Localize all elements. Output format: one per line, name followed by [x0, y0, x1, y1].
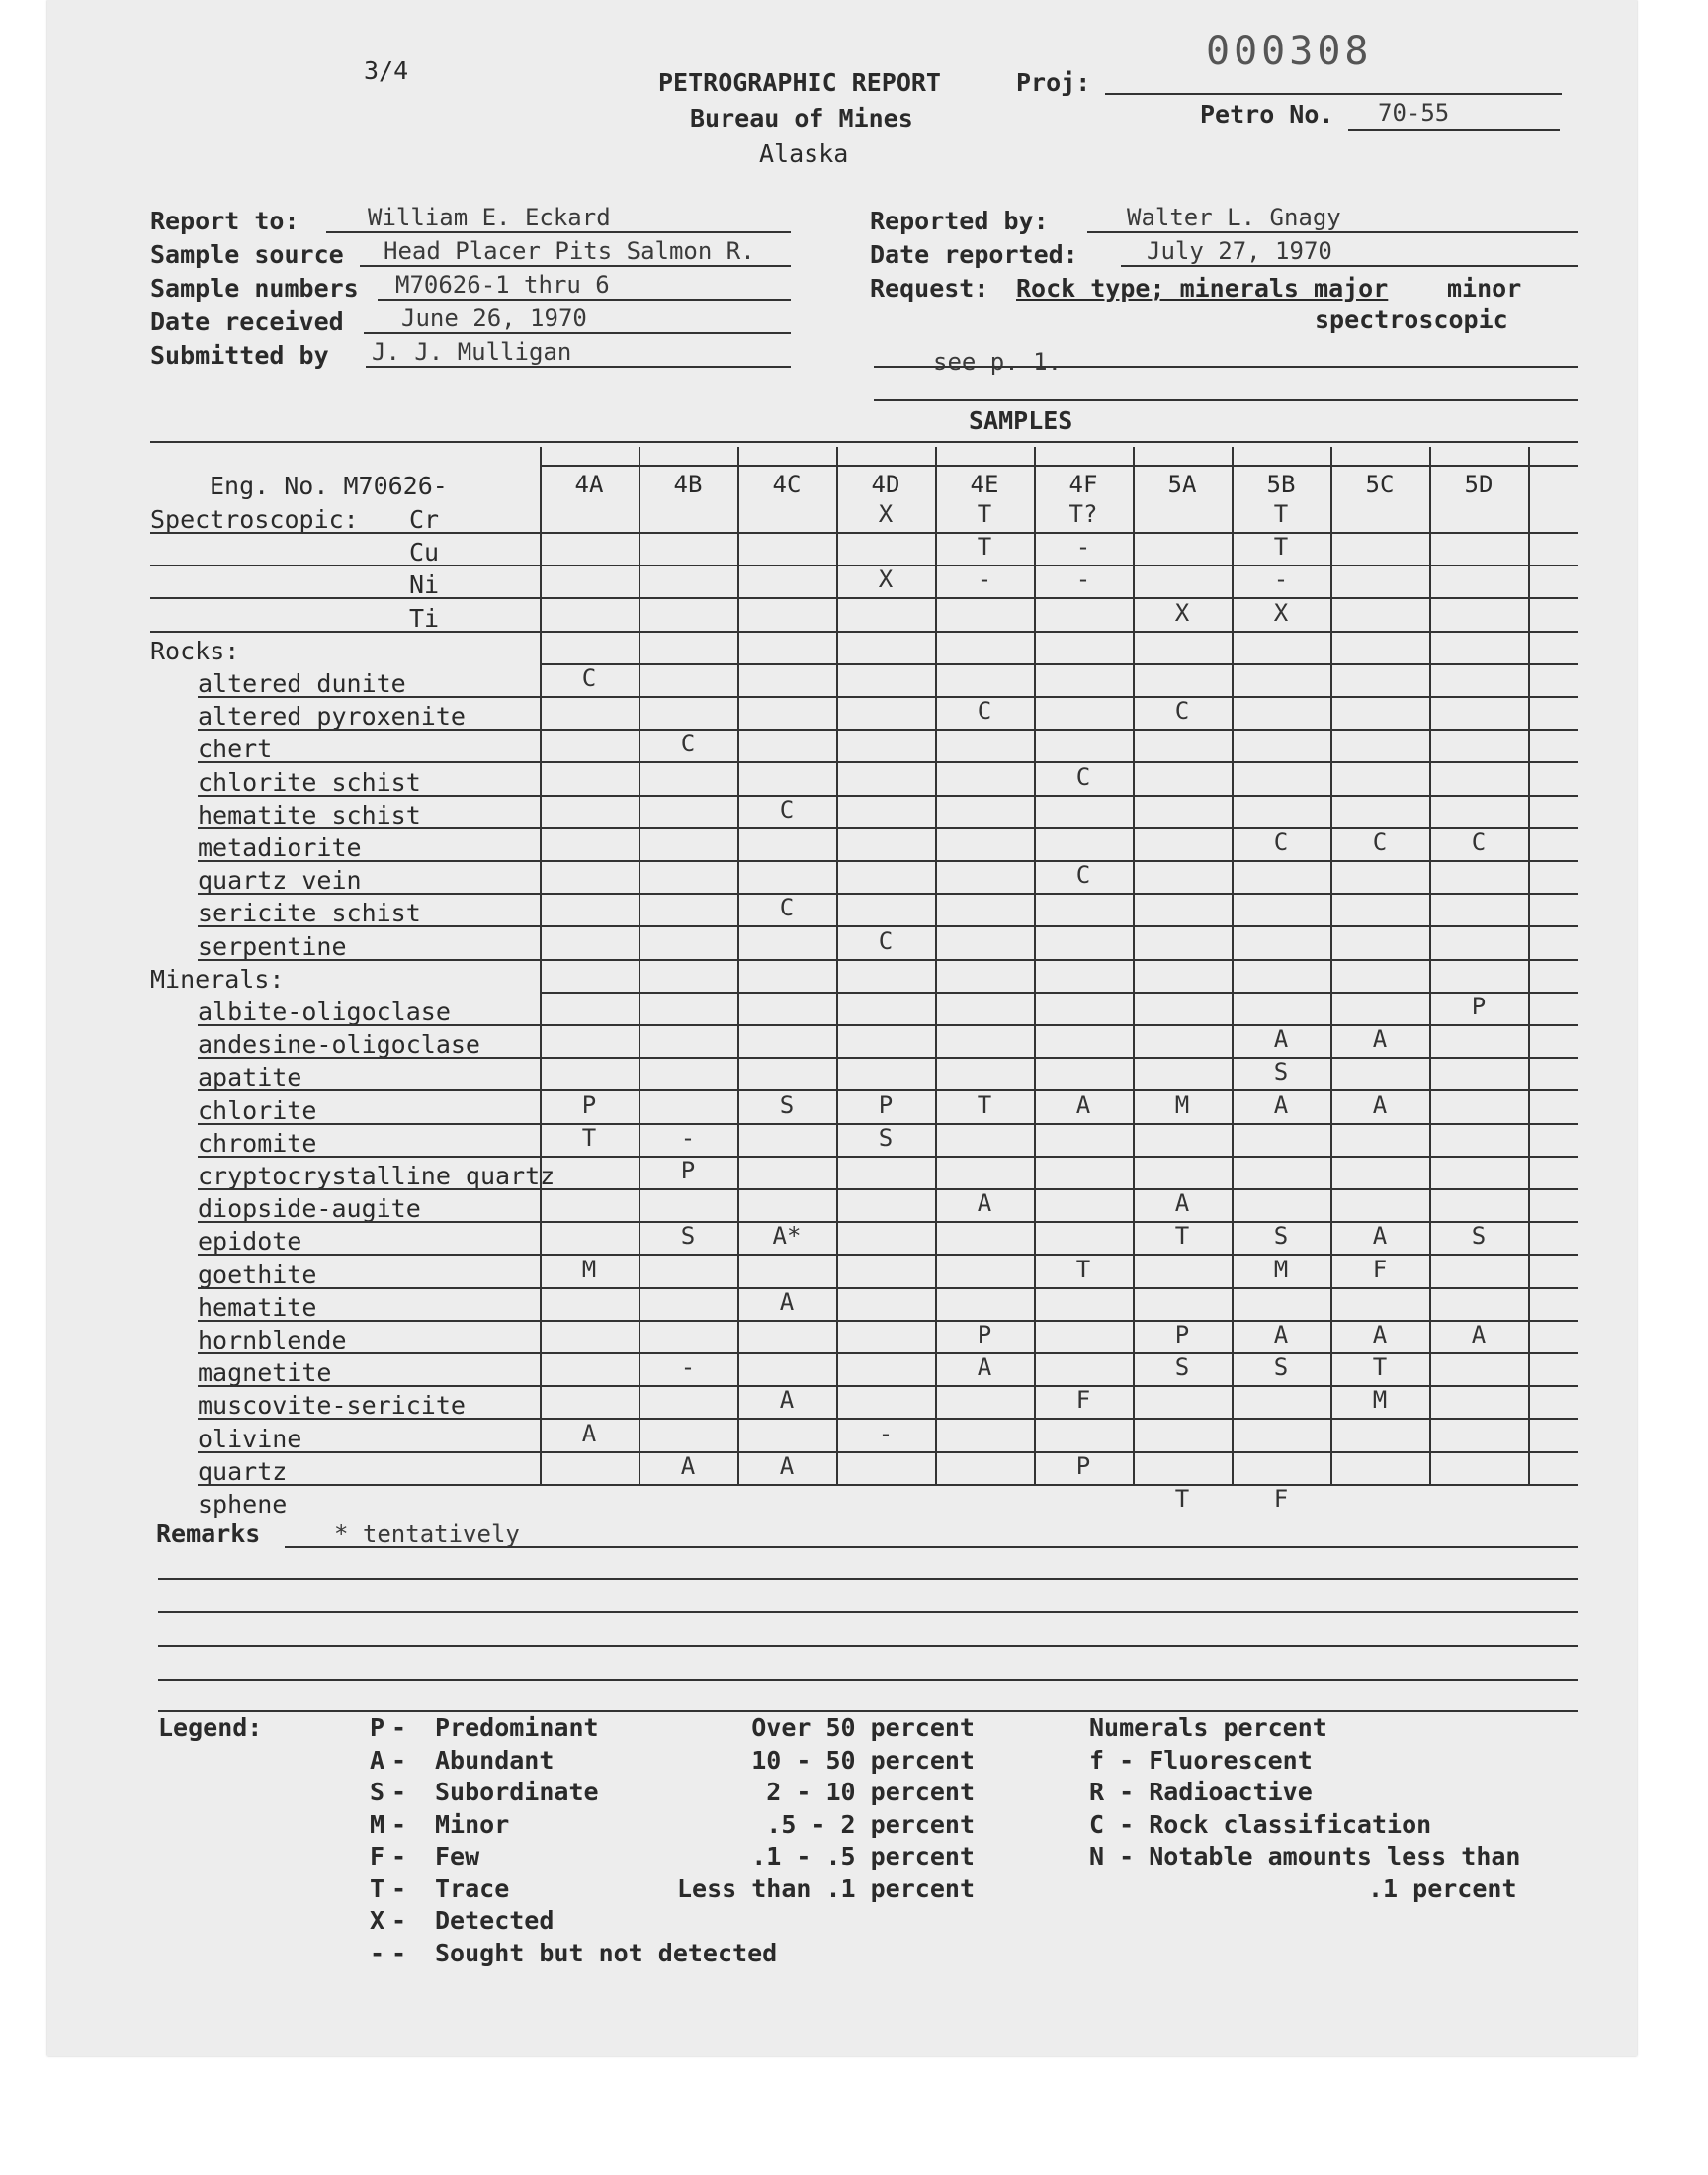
table-cell: S	[779, 1091, 795, 1119]
row-label: andesine-oligoclase	[198, 1030, 480, 1059]
table-cell: T	[977, 500, 992, 528]
report-page	[47, 0, 1637, 2056]
petro-label: Petro No.	[1200, 100, 1334, 129]
column-header: 5D	[1464, 471, 1494, 498]
legend-meaning: Few	[435, 1842, 480, 1870]
table-cell: C	[1372, 828, 1388, 856]
column-header: 4A	[574, 471, 604, 498]
table-cell: A	[1372, 1321, 1388, 1348]
table-cell: C	[1075, 861, 1091, 889]
column-rule	[737, 447, 739, 1485]
legend-range: Over 50 percent	[751, 1713, 975, 1742]
row-label: serpentine	[198, 932, 347, 961]
row-rule	[198, 1188, 1578, 1190]
column-rule	[1528, 447, 1530, 1485]
row-rule	[198, 1451, 1578, 1453]
table-cell: F	[1273, 1485, 1289, 1513]
table-cell: X	[1174, 599, 1190, 627]
row-label: magnetite	[198, 1358, 332, 1387]
column-header: 4D	[871, 471, 900, 498]
row-label: hematite	[198, 1293, 317, 1322]
row-label: epidote	[198, 1227, 302, 1256]
table-cell: S	[1273, 1222, 1289, 1250]
row-rule	[198, 1484, 1578, 1486]
table-cell: M	[1174, 1091, 1190, 1119]
table-cell: T	[1075, 1256, 1091, 1283]
row-rule	[198, 795, 1578, 797]
table-cell: A	[1273, 1091, 1289, 1119]
table-cell: A	[680, 1452, 696, 1480]
info-label: Submitted by	[150, 341, 329, 370]
legend-code: A	[370, 1746, 385, 1775]
request-value: Rock type; minerals major	[1016, 274, 1389, 303]
table-cell: T	[581, 1124, 597, 1152]
samples-label: SAMPLES	[969, 406, 1073, 435]
table-cell: C	[680, 730, 696, 757]
column-header: 4C	[772, 471, 802, 498]
remarks-line-5	[158, 1679, 1578, 1681]
legend-dash: -	[391, 1906, 407, 1935]
remarks-line-2	[158, 1578, 1578, 1580]
table-cell: -	[1075, 566, 1091, 593]
info-underline	[378, 299, 791, 301]
table-cell: P	[1174, 1321, 1190, 1348]
table-cell: A	[1273, 1025, 1289, 1053]
table-cell: T	[977, 1091, 992, 1119]
row-rule	[198, 1287, 1578, 1289]
info-value: Head Placer Pits Salmon R.	[384, 237, 755, 265]
reported-by-underline	[1087, 231, 1578, 233]
legend-range: 2 - 10 percent	[766, 1778, 975, 1806]
column-rule	[836, 447, 838, 1485]
legend-range: 10 - 50 percent	[751, 1746, 975, 1775]
table-cell: A	[779, 1386, 795, 1414]
info-underline	[364, 332, 791, 334]
legend-range: .5 - 2 percent	[766, 1810, 975, 1839]
legend-meaning: Trace	[435, 1874, 510, 1903]
table-cell: S	[1471, 1222, 1487, 1250]
table-cell: C	[878, 927, 894, 955]
info-label: Date received	[150, 307, 344, 336]
legend-note: C - Rock classification	[1089, 1810, 1432, 1839]
remarks-line-4	[158, 1645, 1578, 1647]
legend-meaning: Detected	[435, 1906, 555, 1935]
table-cell: C	[1174, 697, 1190, 725]
table-cell: T	[1273, 533, 1289, 561]
row-rule	[198, 959, 1578, 961]
column-rule	[1330, 447, 1332, 1485]
request-extra: minor	[1447, 274, 1522, 303]
legend-range: Less than .1 percent	[676, 1874, 975, 1903]
row-rule	[540, 663, 1578, 665]
table-cell: P	[1075, 1452, 1091, 1480]
table-cell: A*	[772, 1222, 802, 1250]
legend-code: F	[370, 1842, 385, 1870]
request-line2: spectroscopic	[1315, 305, 1508, 334]
row-rule	[150, 532, 1578, 534]
proj-value: 000308	[1206, 29, 1373, 74]
row-label: altered pyroxenite	[198, 702, 466, 731]
legend-note: Numerals percent	[1089, 1713, 1327, 1742]
table-cell: A	[977, 1353, 992, 1381]
table-cell: A	[779, 1288, 795, 1316]
table-cell: P	[977, 1321, 992, 1348]
spectro-element: Ni	[409, 570, 440, 599]
table-cell: -	[977, 566, 992, 593]
legend-dash: -	[391, 1874, 407, 1903]
row-label: hematite schist	[198, 801, 421, 829]
table-cell: C	[581, 664, 597, 692]
table-cell: M	[1372, 1386, 1388, 1414]
reported-by-label: Reported by:	[870, 207, 1049, 235]
info-label: Report to:	[150, 207, 299, 235]
legend-dash: -	[391, 1810, 407, 1839]
legend-dash: -	[391, 1746, 407, 1775]
row-label: sericite schist	[198, 899, 421, 927]
table-cell: S	[1273, 1353, 1289, 1381]
info-label: Sample source	[150, 240, 344, 269]
column-header: 5A	[1167, 471, 1197, 498]
row-label: quartz vein	[198, 866, 362, 895]
row-label: chlorite schist	[198, 768, 421, 797]
legend-meaning: Sought but not detected	[435, 1939, 778, 1967]
table-cell: S	[1174, 1353, 1190, 1381]
remarks-line-6	[158, 1710, 1578, 1712]
table-cell: P	[878, 1091, 894, 1119]
proj-label: Proj:	[1016, 68, 1091, 97]
legend-note: R - Radioactive	[1089, 1778, 1313, 1806]
info-value: June 26, 1970	[401, 304, 587, 332]
legend-note: N - Notable amounts less than	[1089, 1842, 1521, 1870]
table-cell: C	[1273, 828, 1289, 856]
table-cell: X	[878, 500, 894, 528]
legend-meaning: Abundant	[435, 1746, 555, 1775]
rocks-label: Rocks:	[150, 637, 240, 665]
table-cell: F	[1372, 1256, 1388, 1283]
petro-value: 70-55	[1378, 99, 1450, 127]
legend-meaning: Minor	[435, 1810, 510, 1839]
table-cell: T	[1273, 500, 1289, 528]
legend-code: -	[370, 1939, 385, 1967]
remarks-text: * tentatively	[334, 1521, 520, 1548]
table-cell: C	[1075, 763, 1091, 791]
column-header: 5B	[1266, 471, 1296, 498]
table-cell: S	[878, 1124, 894, 1152]
column-header: 4E	[970, 471, 999, 498]
column-rule	[540, 447, 542, 1485]
proj-underline	[1105, 93, 1562, 95]
table-cell: -	[1075, 533, 1091, 561]
table-cell: A	[779, 1452, 795, 1480]
legend-meaning: Predominant	[435, 1713, 599, 1742]
state-name: Alaska	[759, 139, 849, 168]
column-rule	[935, 447, 937, 1485]
row-label: altered dunite	[198, 669, 406, 698]
table-cell: T	[1372, 1353, 1388, 1381]
column-rule	[1034, 447, 1036, 1485]
info-underline	[326, 231, 791, 233]
table-cell: -	[1273, 566, 1289, 593]
table-cell: A	[1372, 1091, 1388, 1119]
spectroscopic-label: Spectroscopic:	[150, 505, 359, 534]
table-top-rule	[150, 441, 1578, 443]
date-reported-label: Date reported:	[870, 240, 1078, 269]
table-cell: C	[779, 894, 795, 921]
row-label: goethite	[198, 1261, 317, 1289]
row-label: chromite	[198, 1129, 317, 1158]
table-cell: -	[878, 1420, 894, 1447]
row-label: sphene	[198, 1490, 288, 1519]
date-reported-underline	[1121, 265, 1578, 267]
table-cell: T	[1174, 1485, 1190, 1513]
request-label: Request:	[870, 274, 989, 303]
legend-code: P	[370, 1713, 385, 1742]
table-cell: A	[1174, 1189, 1190, 1217]
samples-rule	[874, 399, 1578, 401]
column-rule	[1429, 447, 1431, 1485]
row-rule	[150, 597, 1578, 599]
table-cell: -	[680, 1124, 696, 1152]
column-rule	[1133, 447, 1135, 1485]
table-cell: S	[1273, 1058, 1289, 1086]
table-cell: A	[1075, 1091, 1091, 1119]
row-rule	[198, 860, 1578, 862]
table-cell: C	[779, 796, 795, 824]
table-cell: A	[581, 1420, 597, 1447]
legend-code: S	[370, 1778, 385, 1806]
table-cell: T	[1174, 1222, 1190, 1250]
info-label: Sample numbers	[150, 274, 359, 303]
legend-dash: -	[391, 1778, 407, 1806]
row-label: diopside-augite	[198, 1194, 421, 1223]
eng-no-label: Eng. No. M70626-	[210, 472, 448, 500]
table-cell: M	[1273, 1256, 1289, 1283]
legend-label: Legend:	[158, 1713, 263, 1742]
legend-dash: -	[391, 1939, 407, 1967]
table-cell: X	[1273, 599, 1289, 627]
table-cell: P	[1471, 993, 1487, 1020]
info-value: M70626-1 thru 6	[395, 271, 610, 299]
row-rule	[540, 992, 1578, 994]
table-cell: A	[1372, 1025, 1388, 1053]
table-head-rule	[540, 465, 1578, 467]
row-label: olivine	[198, 1425, 302, 1453]
legend-range: .1 - .5 percent	[751, 1842, 975, 1870]
petro-underline	[1348, 129, 1560, 130]
row-label: metadiorite	[198, 833, 362, 862]
legend-code: M	[370, 1810, 385, 1839]
column-header: 4B	[673, 471, 703, 498]
table-cell: T	[977, 533, 992, 561]
table-cell: S	[680, 1222, 696, 1250]
row-label: chlorite	[198, 1096, 317, 1125]
table-cell: T?	[1068, 500, 1098, 528]
table-cell: A	[1273, 1321, 1289, 1348]
legend-note: .1 percent	[1368, 1874, 1517, 1903]
spectro-element: Cu	[409, 538, 440, 566]
legend-meaning: Subordinate	[435, 1778, 599, 1806]
info-value: J. J. Mulligan	[372, 338, 572, 366]
bureau-name: Bureau of Mines	[690, 104, 913, 132]
row-label: albite-oligoclase	[198, 998, 451, 1026]
legend-dash: -	[391, 1842, 407, 1870]
table-cell: F	[1075, 1386, 1091, 1414]
table-cell: P	[680, 1157, 696, 1184]
table-cell: C	[1471, 828, 1487, 856]
row-rule	[198, 1156, 1578, 1158]
row-rule	[198, 893, 1578, 895]
table-cell: X	[878, 566, 894, 593]
table-cell: P	[581, 1091, 597, 1119]
row-label: quartz	[198, 1457, 288, 1486]
column-header: 5C	[1365, 471, 1395, 498]
info-value: William E. Eckard	[368, 204, 611, 231]
legend-dash: -	[391, 1713, 407, 1742]
date-reported-value: July 27, 1970	[1147, 237, 1332, 265]
table-cell: -	[680, 1353, 696, 1381]
remarks-line-3	[158, 1611, 1578, 1613]
table-cell: A	[977, 1189, 992, 1217]
row-label: muscovite-sericite	[198, 1391, 466, 1420]
row-label: hornblende	[198, 1326, 347, 1354]
legend-code: X	[370, 1906, 385, 1935]
row-rule	[198, 761, 1578, 763]
row-rule	[198, 729, 1578, 731]
minerals-label: Minerals:	[150, 965, 285, 994]
spectro-element: Ti	[409, 604, 440, 633]
table-cell: A	[1471, 1321, 1487, 1348]
remarks-label: Remarks	[156, 1520, 261, 1548]
report-title: PETROGRAPHIC REPORT	[658, 68, 941, 97]
info-underline	[360, 265, 791, 267]
column-header: 4F	[1068, 471, 1098, 498]
table-cell: C	[977, 697, 992, 725]
row-rule	[198, 1057, 1578, 1059]
row-rule	[198, 696, 1578, 698]
see-note-underline	[874, 366, 1578, 368]
page-fraction: 3/4	[364, 56, 409, 85]
column-rule	[1232, 447, 1234, 1485]
row-label: apatite	[198, 1063, 302, 1091]
spectro-element: Cr	[409, 505, 440, 534]
table-cell: A	[1372, 1222, 1388, 1250]
table-cell: M	[581, 1256, 597, 1283]
row-label: cryptocrystalline quartz	[198, 1162, 555, 1190]
legend-note: f - Fluorescent	[1089, 1746, 1313, 1775]
row-label: chert	[198, 735, 273, 763]
legend-code: T	[370, 1874, 385, 1903]
column-rule	[639, 447, 640, 1485]
see-note: see p. 1.	[933, 348, 1063, 376]
reported-by-value: Walter L. Gnagy	[1127, 204, 1341, 231]
row-rule	[150, 631, 1578, 633]
info-underline	[366, 366, 791, 368]
remarks-line-1	[285, 1546, 1578, 1548]
